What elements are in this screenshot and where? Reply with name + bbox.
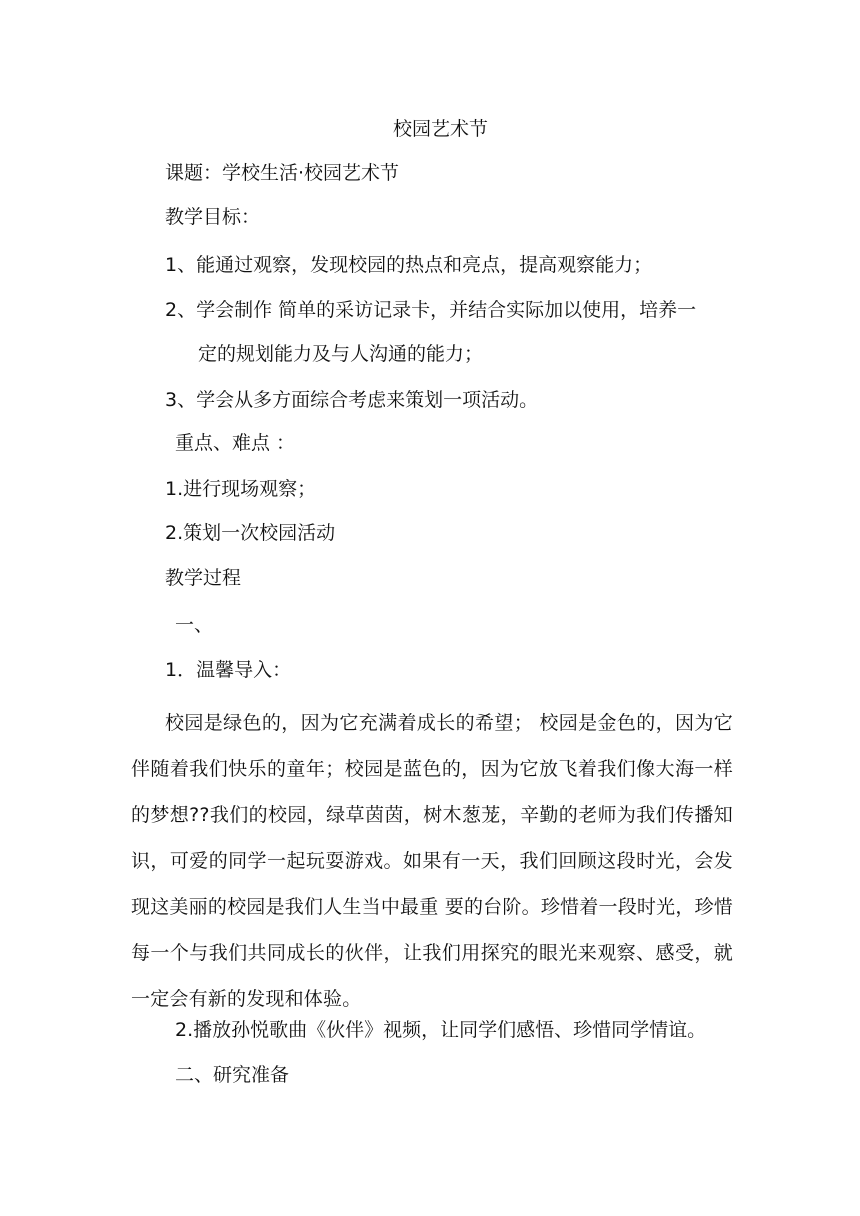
section-2-heading: 二、研究准备 — [175, 1064, 290, 1086]
goals-heading: 教学目标： — [165, 206, 261, 228]
key-point-2: 2.策划一次校园活动 — [165, 522, 336, 544]
intro-paragraph: 校园是绿色的，因为它充满着成长的希望； 校园是金色的，因为它伴随着我们快乐的童年；校园是蓝色的，因为它放飞着我们像大海一样的梦想??我们的校园，绿草茵茵，树木葱茏，辛勤的老师为我们传播知识，可爱的同学一起玩耍游戏。如果有一天，我们回顾这段时光，会发现这美丽的校园是我们人生当中最重 要的台阶。珍惜着一段时光，珍惜每一个与我们共同成长的伙伴，让我们用探究的眼光来观察、感受，就一定会有新的发现和体验。 — [131, 712, 733, 1010]
key-points-heading: 重点、难点 ： — [175, 432, 296, 454]
document-title: 校园艺术节 — [393, 118, 489, 140]
goal-1: 1、能通过观察，发现校园的热点和亮点，提高观察能力； — [165, 254, 653, 276]
section-1-step-2: 2.播放孙悦歌曲《伙伴》视频，让同学们感悟、珍惜同学情谊。 — [175, 1019, 707, 1041]
goal-2-line-2: 定的规划能力及与人沟通的能力； — [198, 343, 484, 365]
goal-2-line-1: 2、学会制作 简单的采访记录卡，并结合实际加以使用，培养一 — [165, 299, 697, 321]
process-heading: 教学过程 — [165, 567, 242, 589]
section-1-heading: 一、 — [175, 614, 214, 636]
key-point-1: 1.进行现场观察； — [165, 478, 317, 500]
topic-line: 课题：学校生活·校园艺术节 — [165, 162, 400, 184]
section-1-step-1: 1．温馨导入： — [165, 659, 292, 681]
goal-3: 3、学会从多方面综合考虑来策划一项活动。 — [165, 389, 539, 411]
